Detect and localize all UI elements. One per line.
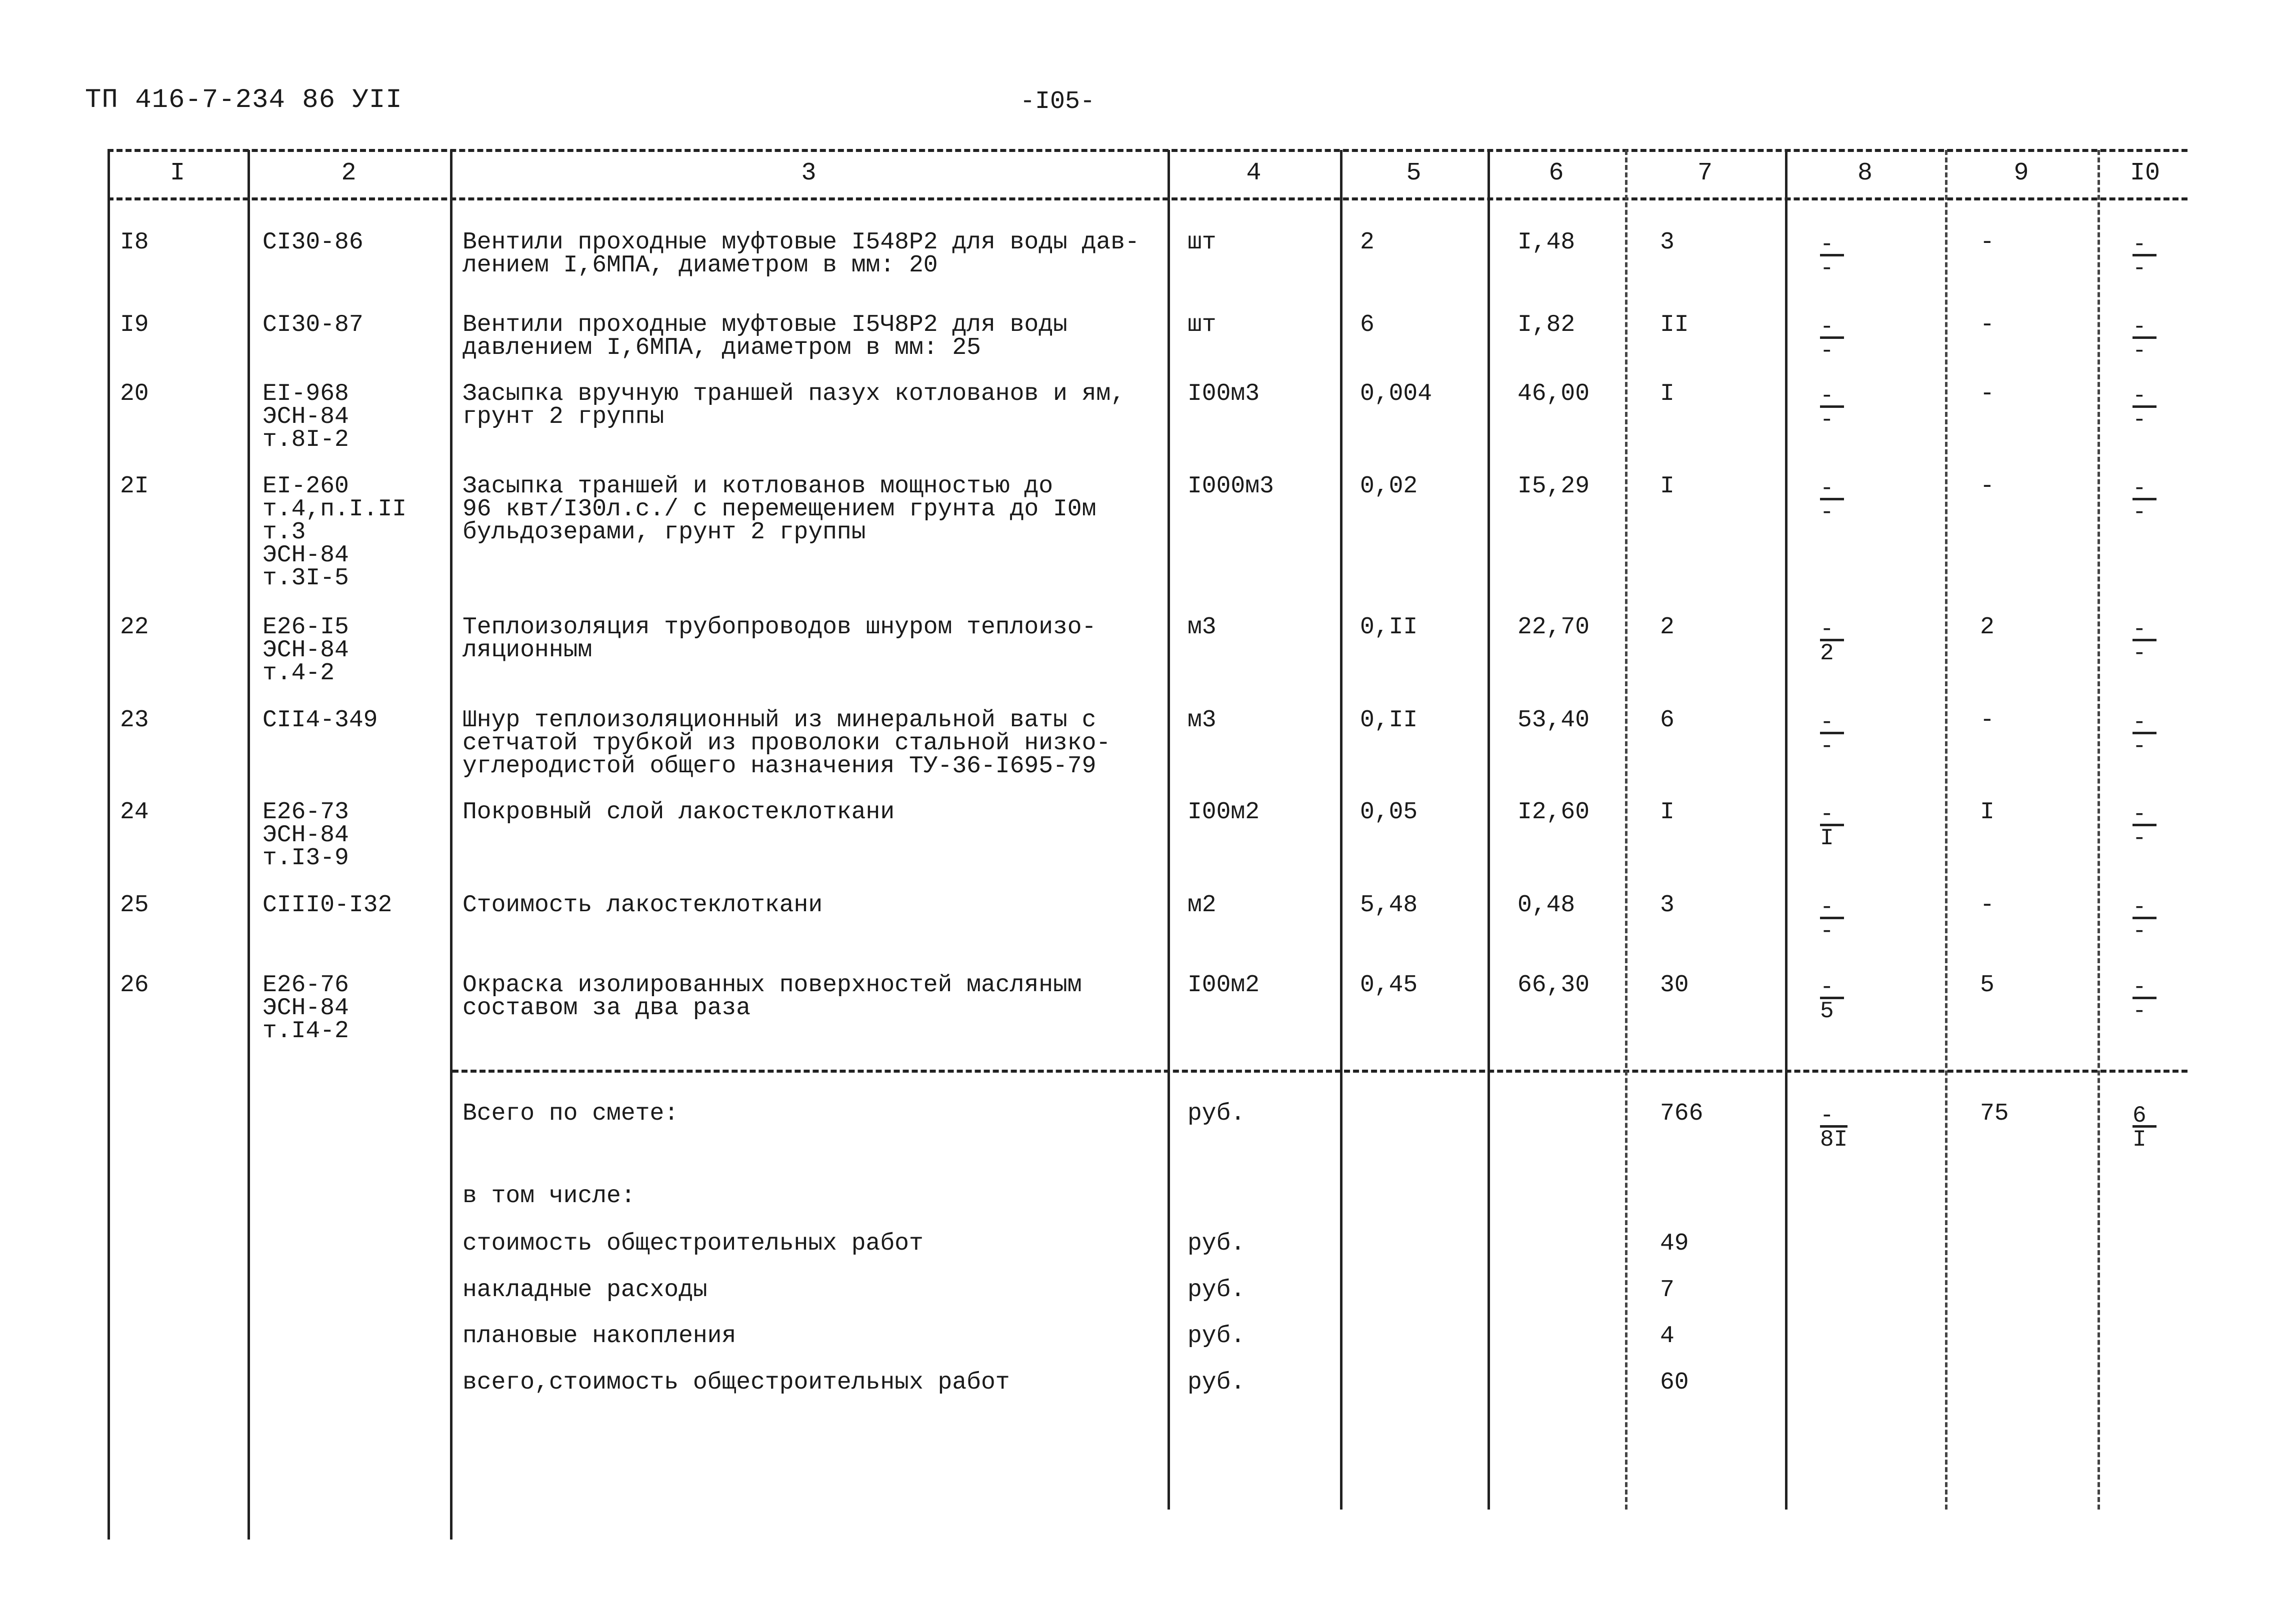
summary-line-label: всего,стоимость общестроительных работ bbox=[462, 1369, 1010, 1396]
row-col10-top: - bbox=[2132, 479, 2156, 500]
row-col10-fraction bbox=[2132, 383, 2156, 433]
row-col8-fraction bbox=[1820, 314, 1844, 364]
summary-line-value: 49 bbox=[1660, 1230, 1689, 1257]
row-description: Вентили проходные муфтовые I548Р2 для воды дав- лением I,6МПА, диаметром в мм: 20 bbox=[462, 229, 1140, 279]
row-col10-bottom: - bbox=[2132, 918, 2146, 944]
row-col8-top: - bbox=[1820, 317, 1844, 339]
row-description: Шнур теплоизоляционный из минеральной ваты с сетчатой трубкой из проволоки стальной низко- углеродистой общего назначения ТУ-36-I695-79 bbox=[462, 707, 1111, 780]
row-col8-bottom: - bbox=[1820, 918, 1834, 944]
row-col8-fraction bbox=[1820, 894, 1844, 944]
row-col8-top: - bbox=[1820, 386, 1844, 408]
row-col10-top: - bbox=[2132, 978, 2156, 999]
row-description: Засыпка вручную траншей пазух котлованов и ям, грунт 2 группы bbox=[462, 380, 1126, 430]
row-col10-bottom: - bbox=[2132, 733, 2146, 759]
row-price: 22,70 bbox=[1518, 614, 1590, 641]
col-header-6: 6 bbox=[1548, 159, 1564, 187]
row-col9: - bbox=[1980, 473, 1994, 500]
row-number: 24 bbox=[120, 799, 149, 826]
row-unit: I000м3 bbox=[1188, 473, 1274, 500]
row-unit: м2 bbox=[1188, 892, 1216, 919]
row-col8-top: - bbox=[1820, 713, 1844, 734]
row-col10-fraction bbox=[2132, 314, 2156, 364]
document-code: ТП 416-7-234 86 УII bbox=[85, 85, 402, 115]
row-price: I5,29 bbox=[1518, 473, 1590, 500]
row-col10-fraction bbox=[2132, 616, 2156, 666]
including-label: в том числе: bbox=[462, 1183, 636, 1210]
row-col10-fraction bbox=[2132, 709, 2156, 759]
total-label: Всего по смете: bbox=[462, 1100, 679, 1127]
row-col10-top: - bbox=[2132, 713, 2156, 734]
row-unit: м3 bbox=[1188, 614, 1216, 641]
row-code: CI30-87 bbox=[262, 311, 364, 338]
row-total: I bbox=[1660, 380, 1674, 407]
row-col10-top: - bbox=[2132, 317, 2156, 339]
col-header-10: I0 bbox=[2130, 159, 2160, 187]
row-col10-bottom: - bbox=[2132, 255, 2146, 281]
row-col8-fraction bbox=[1820, 231, 1844, 281]
row-code: CI30-86 bbox=[262, 229, 364, 256]
row-col8-top: - bbox=[1820, 479, 1844, 500]
row-description: Покровный слой лакостеклоткани bbox=[462, 799, 895, 826]
row-code: CIII0-I32 bbox=[262, 892, 392, 919]
header-bottom-line bbox=[108, 197, 2188, 200]
row-total: I bbox=[1660, 473, 1674, 500]
summary-line-value: 4 bbox=[1660, 1323, 1674, 1350]
row-number: 22 bbox=[120, 614, 149, 641]
col-header-2: 2 bbox=[341, 159, 356, 187]
total-col8-bottom: 8I bbox=[1820, 1127, 1848, 1153]
row-col10-bottom: - bbox=[2132, 499, 2146, 525]
row-col8-bottom: - bbox=[1820, 499, 1834, 525]
row-col10-top: - bbox=[2132, 620, 2156, 641]
summary-line-label: накладные расходы bbox=[462, 1277, 708, 1304]
row-col8-fraction bbox=[1820, 383, 1844, 433]
row-number: I9 bbox=[120, 311, 149, 338]
row-col10-top: - bbox=[2132, 805, 2156, 826]
summary-line-unit: руб. bbox=[1188, 1230, 1246, 1257]
row-col8-bottom: - bbox=[1820, 407, 1834, 433]
col-header-4: 4 bbox=[1246, 159, 1262, 187]
row-total: 6 bbox=[1660, 707, 1674, 734]
row-code: EI-968 ЭСН-84 т.8I-2 bbox=[262, 380, 349, 453]
col-border-9 bbox=[1945, 150, 1948, 1510]
total-col8-fraction bbox=[1820, 1103, 1848, 1153]
col-border-3 bbox=[450, 150, 452, 1540]
row-code: E26-I5 ЭСН-84 т.4-2 bbox=[262, 614, 349, 687]
row-col10-top: - bbox=[2132, 898, 2156, 919]
row-code: CII4-349 bbox=[262, 707, 378, 734]
row-col8-fraction bbox=[1820, 709, 1844, 759]
row-col9: - bbox=[1980, 892, 1994, 919]
row-code: EI-260 т.4,п.I.II т.3 ЭСН-84 т.3I-5 bbox=[262, 473, 407, 592]
total-col9: 75 bbox=[1980, 1100, 2009, 1127]
row-number: I8 bbox=[120, 229, 149, 256]
summary-line-label: стоимость общестроительных работ bbox=[462, 1230, 924, 1257]
row-col10-fraction bbox=[2132, 894, 2156, 944]
summary-line-unit: руб. bbox=[1188, 1323, 1246, 1350]
row-col8-top: - bbox=[1820, 235, 1844, 256]
row-col10-top: - bbox=[2132, 386, 2156, 408]
row-price: 53,40 bbox=[1518, 707, 1590, 734]
col-header-1: I bbox=[170, 159, 185, 187]
row-price: 0,48 bbox=[1518, 892, 1576, 919]
row-total: I bbox=[1660, 799, 1674, 826]
row-number: 25 bbox=[120, 892, 149, 919]
row-col10-bottom: - bbox=[2132, 998, 2146, 1024]
row-code: E26-73 ЭСН-84 т.I3-9 bbox=[262, 799, 349, 872]
total-col10-top: 6 bbox=[2132, 1106, 2156, 1128]
row-price: I,48 bbox=[1518, 229, 1576, 256]
total-unit: руб. bbox=[1188, 1100, 1246, 1127]
col-header-5: 5 bbox=[1406, 159, 1422, 187]
row-total: 3 bbox=[1660, 229, 1674, 256]
row-quantity: 0,004 bbox=[1360, 380, 1432, 407]
row-unit: I00м2 bbox=[1188, 972, 1260, 999]
row-col10-fraction bbox=[2132, 974, 2156, 1024]
row-col10-top: - bbox=[2132, 235, 2156, 256]
col-header-8: 8 bbox=[1857, 159, 1872, 187]
row-col8-top: - bbox=[1820, 978, 1844, 999]
row-description: Засыпка траншей и котлованов мощностью до 96 квт/I30л.с./ с перемещением грунта до I0м бульдозерами, грунт 2 группы bbox=[462, 473, 1096, 546]
row-col10-bottom: - bbox=[2132, 407, 2146, 433]
row-col8-bottom: - bbox=[1820, 733, 1834, 759]
row-col8-top: - bbox=[1820, 805, 1844, 826]
total-value: 766 bbox=[1660, 1100, 1704, 1127]
row-unit: шт bbox=[1188, 229, 1216, 256]
row-number: 2I bbox=[120, 473, 149, 500]
row-description: Стоимость лакостеклоткани bbox=[462, 892, 823, 919]
total-col10-fraction bbox=[2132, 1103, 2156, 1153]
row-col10-fraction bbox=[2132, 475, 2156, 525]
row-unit: I00м3 bbox=[1188, 380, 1260, 407]
row-col8-bottom: I bbox=[1820, 825, 1834, 851]
col-header-7: 7 bbox=[1697, 159, 1712, 187]
row-price: 66,30 bbox=[1518, 972, 1590, 999]
col-border-10 bbox=[2098, 150, 2100, 1510]
row-price: I2,60 bbox=[1518, 799, 1590, 826]
row-col10-fraction bbox=[2132, 801, 2156, 851]
row-description: Окраска изолированных поверхностей масляным составом за два раза bbox=[462, 972, 1082, 1022]
row-quantity: 2 bbox=[1360, 229, 1374, 256]
row-col9: - bbox=[1980, 311, 1994, 338]
row-col8-fraction bbox=[1820, 475, 1844, 525]
row-quantity: 0,05 bbox=[1360, 799, 1418, 826]
row-unit: шт bbox=[1188, 311, 1216, 338]
row-quantity: 0,02 bbox=[1360, 473, 1418, 500]
row-price: I,82 bbox=[1518, 311, 1576, 338]
row-total: 2 bbox=[1660, 614, 1674, 641]
row-col8-bottom: 2 bbox=[1820, 640, 1834, 666]
row-col10-bottom: - bbox=[2132, 640, 2146, 666]
row-col8-bottom: - bbox=[1820, 338, 1834, 364]
row-col8-fraction bbox=[1820, 801, 1844, 851]
row-col8-top: - bbox=[1820, 620, 1844, 641]
summary-line-value: 7 bbox=[1660, 1277, 1674, 1304]
row-col8-fraction bbox=[1820, 974, 1844, 1024]
row-total: 30 bbox=[1660, 972, 1689, 999]
row-col9: 2 bbox=[1980, 614, 1994, 641]
summary-line-unit: руб. bbox=[1188, 1277, 1246, 1304]
col-border-6 bbox=[1488, 150, 1490, 1510]
row-col9: 5 bbox=[1980, 972, 1994, 999]
row-col8-top: - bbox=[1820, 898, 1844, 919]
col-border-1 bbox=[108, 150, 110, 1540]
summary-line-unit: руб. bbox=[1188, 1369, 1246, 1396]
row-price: 46,00 bbox=[1518, 380, 1590, 407]
col-header-3: 3 bbox=[801, 159, 816, 187]
row-col10-bottom: - bbox=[2132, 825, 2146, 851]
row-quantity: 0,II bbox=[1360, 614, 1418, 641]
row-unit: м3 bbox=[1188, 707, 1216, 734]
col-border-2 bbox=[248, 150, 250, 1540]
row-quantity: 0,45 bbox=[1360, 972, 1418, 999]
row-col8-bottom: 5 bbox=[1820, 998, 1834, 1024]
row-col9: - bbox=[1980, 380, 1994, 407]
header-top-line bbox=[108, 149, 2188, 152]
row-col8-bottom: - bbox=[1820, 255, 1834, 281]
summary-line-value: 60 bbox=[1660, 1369, 1689, 1396]
row-col10-fraction bbox=[2132, 231, 2156, 281]
total-col10-bottom: I bbox=[2132, 1127, 2146, 1153]
row-quantity: 6 bbox=[1360, 311, 1374, 338]
summary-separator-line bbox=[452, 1070, 2188, 1073]
col-border-4 bbox=[1168, 150, 1170, 1510]
row-unit: I00м2 bbox=[1188, 799, 1260, 826]
page-number: -I05- bbox=[1020, 87, 1096, 116]
row-col10-bottom: - bbox=[2132, 338, 2146, 364]
row-col9: - bbox=[1980, 229, 1994, 256]
col-border-5 bbox=[1340, 150, 1342, 1510]
row-quantity: 0,II bbox=[1360, 707, 1418, 734]
row-quantity: 5,48 bbox=[1360, 892, 1418, 919]
row-description: Теплоизоляция трубопроводов шнуром теплоизо- ляционным bbox=[462, 614, 1096, 664]
row-col8-fraction bbox=[1820, 616, 1844, 666]
row-number: 23 bbox=[120, 707, 149, 734]
row-col9: - bbox=[1980, 707, 1994, 734]
col-header-9: 9 bbox=[2014, 159, 2029, 187]
row-col9: I bbox=[1980, 799, 1994, 826]
row-code: E26-76 ЭСН-84 т.I4-2 bbox=[262, 972, 349, 1045]
row-total: 3 bbox=[1660, 892, 1674, 919]
summary-line-label: плановые накопления bbox=[462, 1323, 736, 1350]
col-border-7 bbox=[1625, 150, 1628, 1510]
total-col8-top: - bbox=[1820, 1106, 1848, 1128]
row-number: 20 bbox=[120, 380, 149, 407]
row-description: Вентили проходные муфтовые I5Ч8Р2 для воды давлением I,6МПА, диаметром в мм: 25 bbox=[462, 311, 1068, 361]
col-border-8 bbox=[1785, 150, 1788, 1510]
row-number: 26 bbox=[120, 972, 149, 999]
row-total: II bbox=[1660, 311, 1689, 338]
